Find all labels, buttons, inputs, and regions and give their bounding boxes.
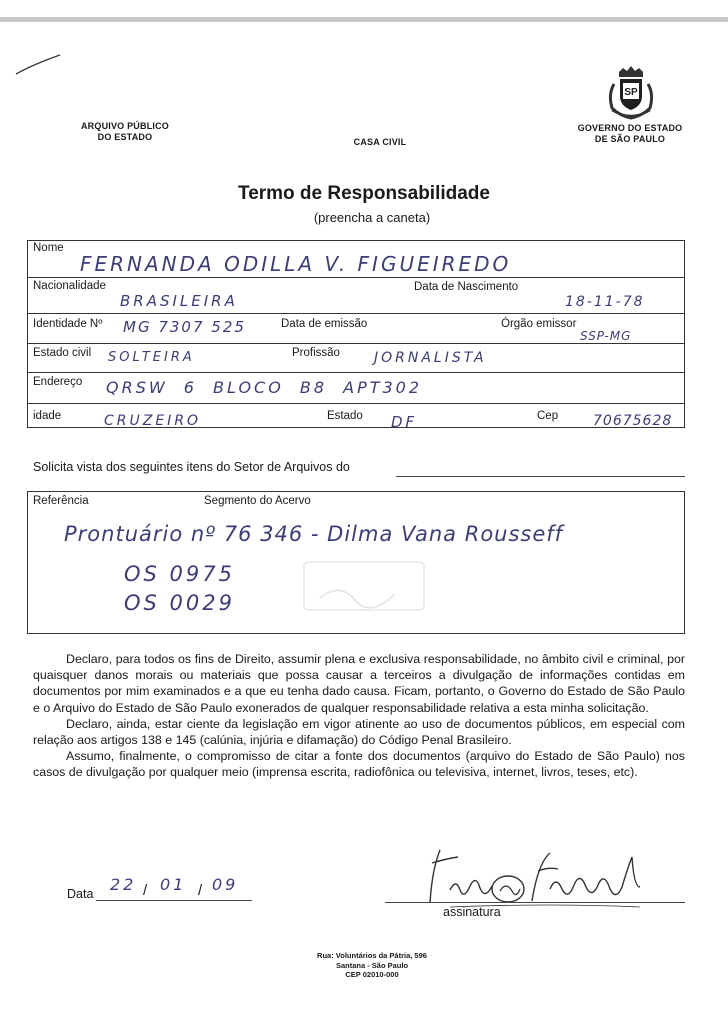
date-fill-line [96, 900, 252, 901]
form-divider [27, 403, 685, 404]
nacionalidade-label: Nacionalidade [33, 280, 106, 292]
emissao-label: Data de emissão [281, 318, 368, 330]
profissao-label: Profissão [292, 347, 340, 359]
estado-value[interactable]: DF [391, 413, 418, 431]
declaration-paragraph-1: Declaro, para todos os fins de Direito, assumir plena e exclusiva responsabilidade, no âmbito civil e criminal, por quaisquer danos morais ou materiais que possa causar a terceiros a divulgação de informações contidas em documentos por mim examinados e a que eu tenha dado causa. Ficam, portanto, o Governo do Estado de São Paulo e o Arquivo do Estado de São Paulo exonerados de qualquer responsabilidade relativa a esta minha solicitação. [33, 652, 685, 715]
estado-civil-label: Estado civil [33, 347, 92, 359]
cep-value[interactable]: 70675628 [593, 413, 673, 429]
data-label: Data [67, 887, 94, 901]
date-year[interactable]: 09 [212, 875, 239, 894]
document-title: Termo de Responsabilidade [238, 183, 490, 204]
faded-confere-stamp [300, 558, 430, 616]
estado-civil-value[interactable]: SOLTEIRA [108, 350, 195, 365]
profissao-value[interactable]: JORNALISTA [374, 350, 487, 366]
sao-paulo-coat-of-arms-icon [606, 64, 656, 120]
scan-border-line [0, 17, 728, 22]
date-separator: / [143, 882, 148, 899]
signature-line [385, 902, 685, 903]
governo-line2: DE SÃO PAULO [594, 134, 666, 144]
acervo-line-3[interactable]: OS 0029 [124, 591, 235, 615]
governo-heading [570, 123, 690, 145]
governo-line1: GOVERNO DO ESTADO [577, 123, 683, 133]
date-separator: / [198, 882, 203, 899]
referencia-label: Referência [33, 495, 89, 507]
acervo-line-2[interactable]: OS 0975 [124, 562, 235, 586]
arquivo-line2: DO ESTADO [97, 132, 153, 142]
footer-line-1: Rua: Voluntários da Pátria, 596 [317, 951, 427, 960]
declaration-paragraph-2: Declaro, ainda, estar ciente da legislação em vigor atinente ao uso de documentos públicos, em especial com relação aos artigos 138 e 145 (calúnia, injúria e difamação) do Código Penal Brasileiro. [33, 716, 685, 748]
footer-line-2: Santana - São Paulo [335, 960, 409, 970]
document-subtitle: (preencha a caneta) [313, 210, 431, 225]
acervo-line-1[interactable]: Prontuário nº 76 346 - Dilma Vana Rousseff [64, 522, 564, 546]
form-divider [27, 343, 685, 344]
endereco-label: Endereço [33, 376, 83, 388]
assinatura-label: assinatura [443, 905, 501, 919]
pen-scribble-mark [14, 52, 64, 76]
nascimento-value[interactable]: 18-11-78 [565, 294, 645, 310]
orgao-emissor-label: Órgão emissor [501, 318, 577, 330]
identidade-value[interactable]: MG 7307 525 [123, 318, 246, 336]
footer-line-3: CEP 02010-000 [345, 970, 399, 979]
cep-label: Cep [537, 410, 559, 422]
date-month[interactable]: 01 [160, 875, 187, 894]
date-day[interactable]: 22 [110, 875, 137, 894]
form-divider [27, 277, 685, 278]
identidade-label: Identidade Nº [33, 318, 103, 330]
estado-label: Estado [327, 410, 363, 422]
arquivo-publico-heading [70, 121, 180, 143]
declaration-text [33, 651, 685, 781]
declaration-paragraph-3: Assumo, finalmente, o compromisso de citar a fonte dos documentos (arquivo do Estado de São Paulo) nos casos de divulgação por qualquer meio (imprensa escrita, radiofônica ou televisiva, internet, livros, teses, etc). [33, 749, 685, 780]
segmento-label: Segmento do Acervo [204, 495, 311, 507]
form-divider [27, 313, 685, 314]
nacionalidade-value[interactable]: BRASILEIRA [120, 292, 238, 310]
casa-civil-heading: CASA CIVIL [353, 137, 407, 147]
footer-address [0, 951, 728, 980]
arquivo-line1: ARQUIVO PÚBLICO [80, 121, 169, 131]
nome-label: Nome [33, 242, 64, 254]
solicita-text: Solicita vista dos seguintes itens do Setor de Arquivos do [33, 460, 350, 474]
setor-fill-line[interactable] [396, 476, 685, 477]
orgao-emissor-value[interactable]: SSP-MG [580, 329, 632, 343]
nascimento-label: Data de Nascimento [414, 281, 519, 293]
cidade-label: idade [33, 410, 62, 422]
endereco-value[interactable]: QRSW 6 BLOCO B8 APT302 [106, 378, 423, 397]
cidade-value[interactable]: CRUZEIRO [104, 413, 202, 429]
nome-value[interactable]: FERNANDA ODILLA V. FIGUEIREDO [80, 252, 512, 276]
seal-text: SP [624, 87, 638, 98]
form-divider [27, 372, 685, 373]
